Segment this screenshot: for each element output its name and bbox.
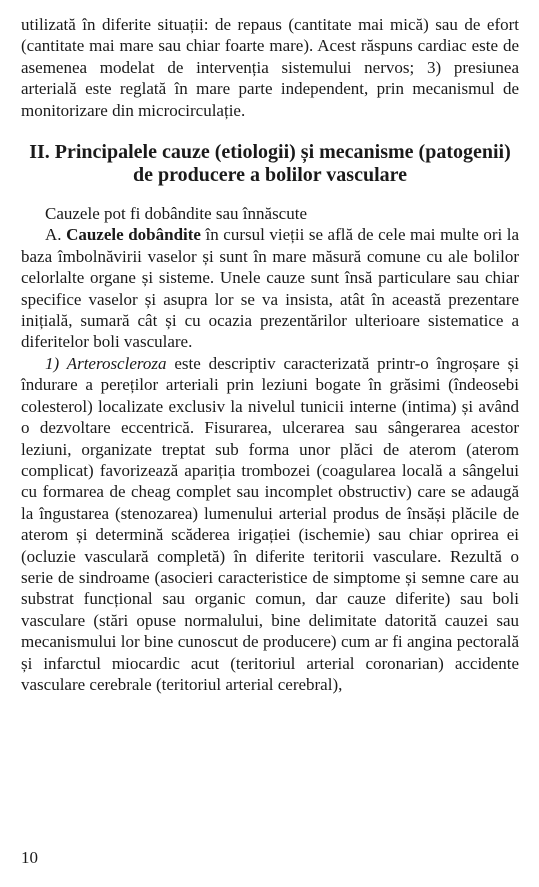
paragraph-1-text: este descriptiv caracterizată printr-o îngroșare și îndurare a pereților arteriali prin leziuni bogate în grăsimi (îndeosebi colesterol) localizate exclusiv la nivelul tunicii interne (intima) și având o dezvoltare eccentrică. Fisurarea, ulcerarea sau sângerarea acestor leziuni, organizate treptat sub forma unor plăci de aterom (aterom complicat) favorizează apariția trombozei (coagularea locală a sângelui cu formarea de cheag complet sau incomplet obstructiv) care se adaugă la îngustarea (stenozarea) lumenului arterial produs de însăși plăcile de aterom și determină scăderea irigației (ischemie) sau chiar oprirea ei (ocluzie vasculară completă) în diferite teritorii vasculare. Rezultă o serie de sindroame (asocieri caracteristice de simptome și semne care au substrat funcțional sau organic comun, dar cauze diferite) sau boli vasculare (stări opuse normalului, bine delimitate datorită cauzei sau mecanismului lor bine cunoscut de producere) cum ar fi angina pectorală și infarctul miocardic acut (teritoriul arterial coronarian) accidente vasculare cerebrale (teritoriul arterial cerebral), [21,353,519,694]
paragraph-a-text: în cursul vieții se află de cele mai multe ori la baza îmbolnăvirii vaselor și sunt în mare măsură comune cu ale bolilor celorlalte organe și sisteme. Unele cauze sunt însă particulare sau chiar specifice vaselor și asupra lor se va insista, atât în această prezentare inițială, sumară cât și cu ocazia prezentărilor ulterioare sistematice a diferitelor boli vasculare. [21,225,520,352]
paragraph-arteriosclerosis [21,353,519,696]
acquired-causes-term: Cauzele dobândite [66,225,201,245]
paragraph-intro: utilizată în diferite situații: de repaus (cantitate mai mică) sau de efort (cantitate mai mare sau chiar foarte mare). Acest răspuns cardiac este de asemenea modelat de intervenția sistemului nervos; 3) presiunea arterială este reglată în mare parte independent, prin mecanismul de monitorizare din microcirculație. [21,15,519,120]
page-body [21,14,519,695]
paragraph-acquired-causes [21,224,519,352]
page-number: 10 [21,848,38,867]
paragraph-a-prefix: A. [45,225,67,245]
paragraph-causes: Cauzele pot fi dobândite sau înnăscute [45,204,307,224]
arteriosclerosis-term: 1) Arteroscleroza [45,353,167,373]
section-heading: II. Principalele cauze (etiologii) și mecanisme (patogenii) de producere a bolilor vasculare [29,141,511,187]
